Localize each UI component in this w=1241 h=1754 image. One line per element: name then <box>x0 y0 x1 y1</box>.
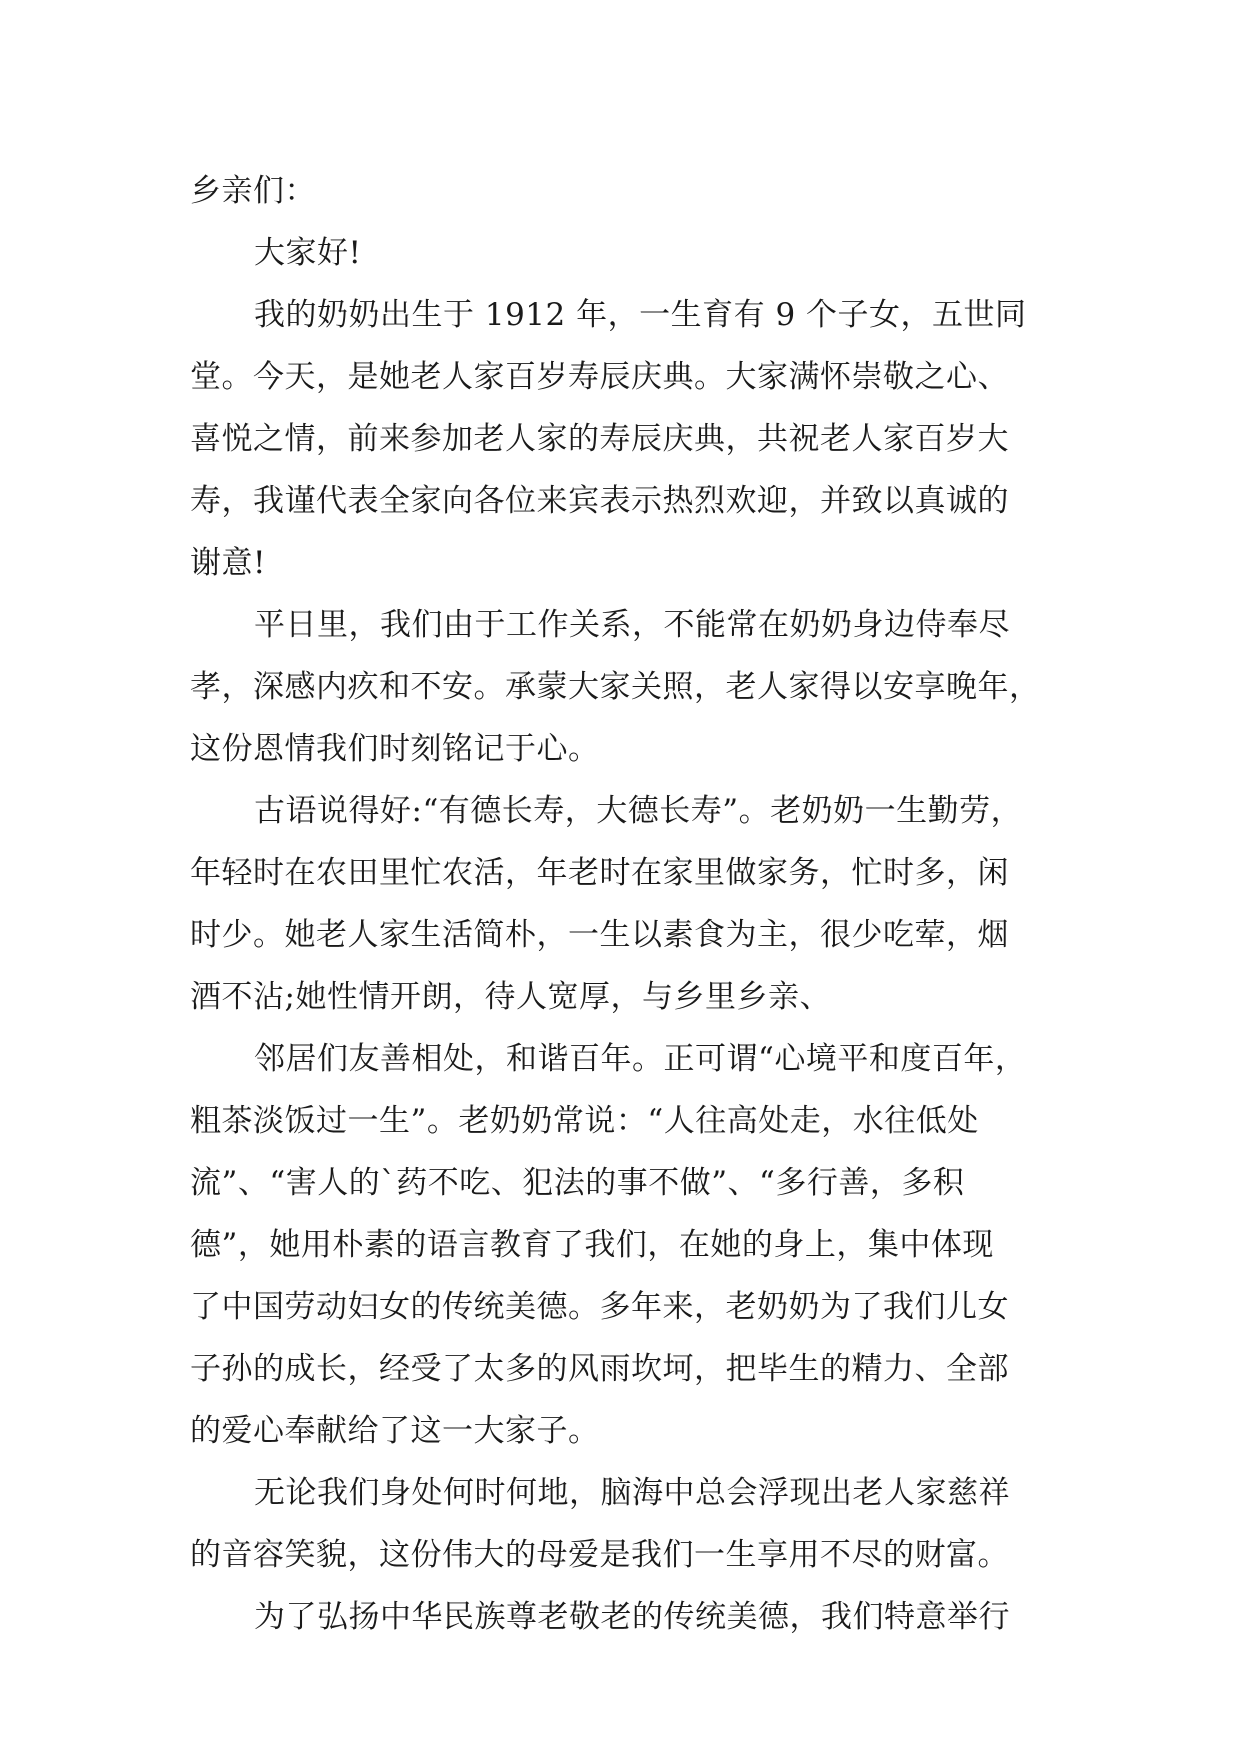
text-line-22: 无论我们身处何时何地，脑海中总会浮现出老人家慈祥 <box>254 1475 1010 1511</box>
text-line-7: 谢意! <box>190 545 266 581</box>
text-line-3: 我的奶奶出生于 1912 年，一生育有 9 个子女，五世同 <box>254 297 1027 333</box>
text-line-1: 乡亲们： <box>190 173 316 209</box>
text-line-12: 年轻时在农田里忙农活，年老时在家里做家务，忙时多，闲 <box>190 855 1009 891</box>
text-line-2: 大家好! <box>254 235 362 271</box>
text-line-16: 粗茶淡饭过一生”。老奶奶常说：“人往高处走，水往低处 <box>190 1103 979 1139</box>
text-line-11: 古语说得好:“有德长寿，大德长寿”。老奶奶一生勤劳， <box>254 793 1023 829</box>
text-line-24: 为了弘扬中华民族尊老敬老的传统美德，我们特意举行 <box>254 1599 1010 1635</box>
text-line-18: 德”，她用朴素的语言教育了我们，在她的身上，集中体现 <box>190 1227 994 1263</box>
text-line-13: 时少。她老人家生活简朴，一生以素食为主，很少吃荤，烟 <box>190 917 1009 953</box>
text-line-15: 邻居们友善相处，和谐百年。正可谓“心境平和度百年， <box>254 1041 1027 1077</box>
speech-text <box>190 160 1060 1648</box>
text-line-14: 酒不沾;她性情开朗，待人宽厚，与乡里乡亲、 <box>190 979 831 1015</box>
text-line-5: 喜悦之情，前来参加老人家的寿辰庆典，共祝老人家百岁大 <box>190 421 1009 457</box>
text-line-17: 流”、“害人的`药不吃、犯法的事不做”、“多行善，多积 <box>190 1165 965 1201</box>
text-line-9: 孝，深感内疚和不安。承蒙大家关照，老人家得以安享晚年， <box>190 669 1041 705</box>
text-line-8: 平日里，我们由于工作关系，不能常在奶奶身边侍奉尽 <box>254 607 1010 643</box>
text-line-10: 这份恩情我们时刻铭记于心。 <box>190 731 600 767</box>
text-line-6: 寿，我谨代表全家向各位来宾表示热烈欢迎，并致以真诚的 <box>190 483 1009 519</box>
text-line-23: 的音容笑貌，这份伟大的母爱是我们一生享用不尽的财富。 <box>190 1537 1009 1573</box>
text-line-21: 的爱心奉献给了这一大家子。 <box>190 1413 600 1449</box>
text-line-4: 堂。今天，是她老人家百岁寿辰庆典。大家满怀崇敬之心、 <box>190 359 1009 395</box>
text-line-19: 了中国劳动妇女的传统美德。多年来，老奶奶为了我们儿女 <box>190 1289 1009 1325</box>
text-line-20: 子孙的成长，经受了太多的风雨坎坷，把毕生的精力、全部 <box>190 1351 1009 1387</box>
